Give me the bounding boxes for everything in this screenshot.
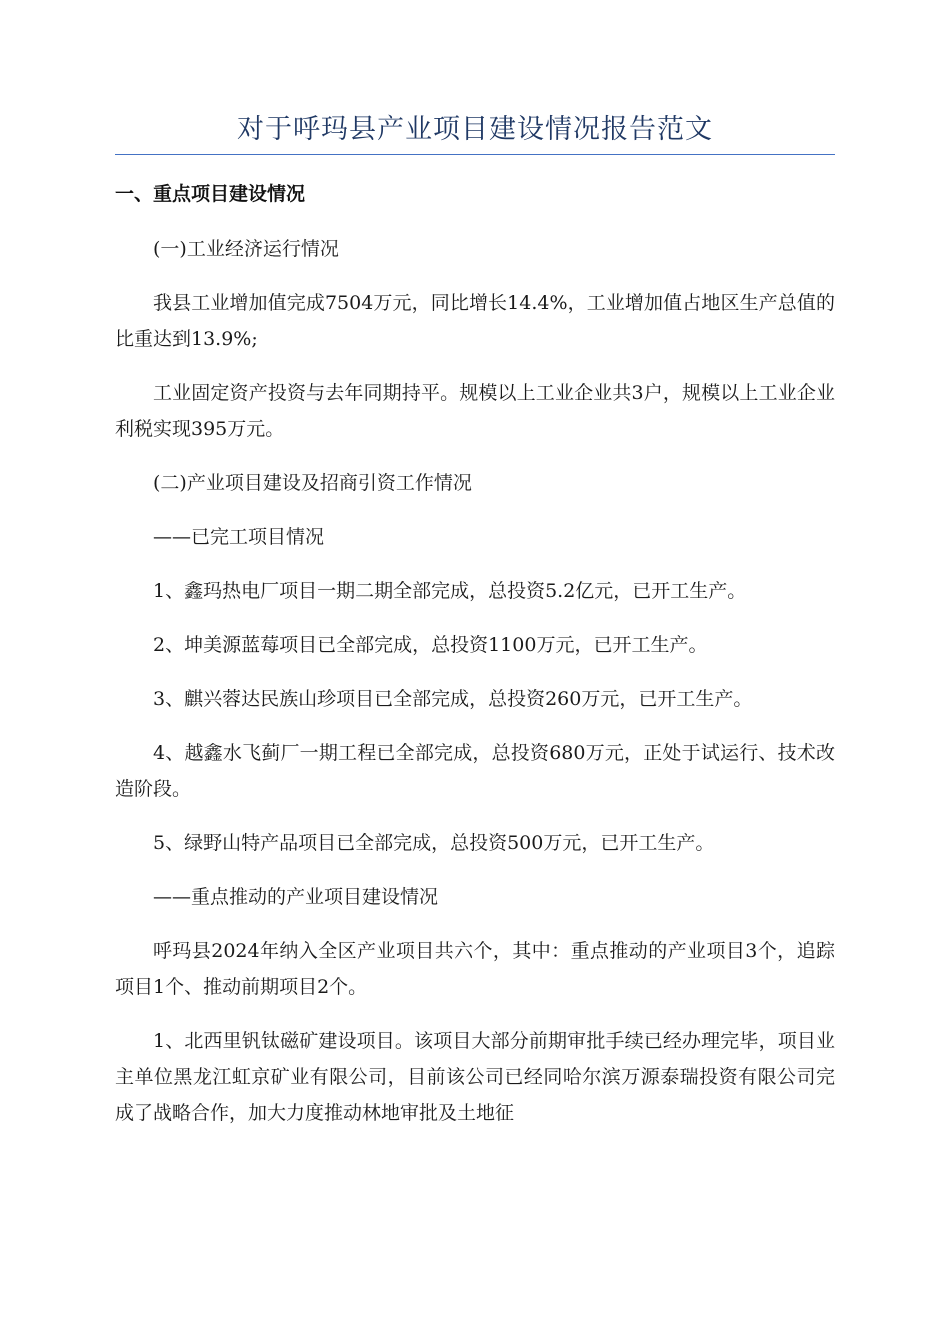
list-item-completed-3: 3、麒兴蓉达民族山珍项目已全部完成，总投资260万元，已开工生产。 bbox=[153, 688, 753, 710]
subheading-completed-projects: ——已完工项目情况 bbox=[153, 526, 325, 548]
list-item-key-project-1: 1、北西里钒钛磁矿建设项目。该项目大部分前期审批手续已经办理完毕，项目业主单位黑龙江虹京矿业有限公司，目前该公司已经同哈尔滨万源泰瑞投资有限公司完成了战略合作，加大力度推动林地审批及土地征 bbox=[115, 1030, 835, 1124]
list-item-completed-2: 2、坤美源蓝莓项目已全部完成，总投资1100万元，已开工生产。 bbox=[153, 634, 708, 656]
list-item-completed-5: 5、绿野山特产品项目已全部完成，总投资500万元，已开工生产。 bbox=[153, 832, 715, 854]
section-heading-1: 一、重点项目建设情况 bbox=[115, 183, 306, 205]
document-body bbox=[115, 174, 835, 1149]
subsection-heading-projects: (二)产业项目建设及招商引资工作情况 bbox=[153, 472, 472, 494]
subsection-heading-industry: (一)工业经济运行情况 bbox=[153, 238, 339, 260]
list-item-completed-1: 1、鑫玛热电厂项目一期二期全部完成，总投资5.2亿元，已开工生产。 bbox=[153, 580, 747, 602]
paragraph-industry-value: 我县工业增加值完成7504万元，同比增长14.4%，工业增加值占地区生产总值的比重达到13.9%; bbox=[115, 292, 835, 350]
title-underline bbox=[115, 154, 835, 155]
document-title: 对于呼玛县产业项目建设情况报告范文 bbox=[237, 114, 713, 145]
paragraph-key-projects-summary: 呼玛县2024年纳入全区产业项目共六个，其中：重点推动的产业项目3个，追踪项目1个、推动前期项目2个。 bbox=[115, 940, 835, 998]
list-item-completed-4: 4、越鑫水飞蓟厂一期工程已全部完成，总投资680万元，正处于试运行、技术改造阶段。 bbox=[115, 742, 835, 800]
paragraph-fixed-assets: 工业固定资产投资与去年同期持平。规模以上工业企业共3户，规模以上工业企业利税实现395万元。 bbox=[115, 382, 835, 440]
subheading-key-projects: ——重点推动的产业项目建设情况 bbox=[153, 886, 439, 908]
